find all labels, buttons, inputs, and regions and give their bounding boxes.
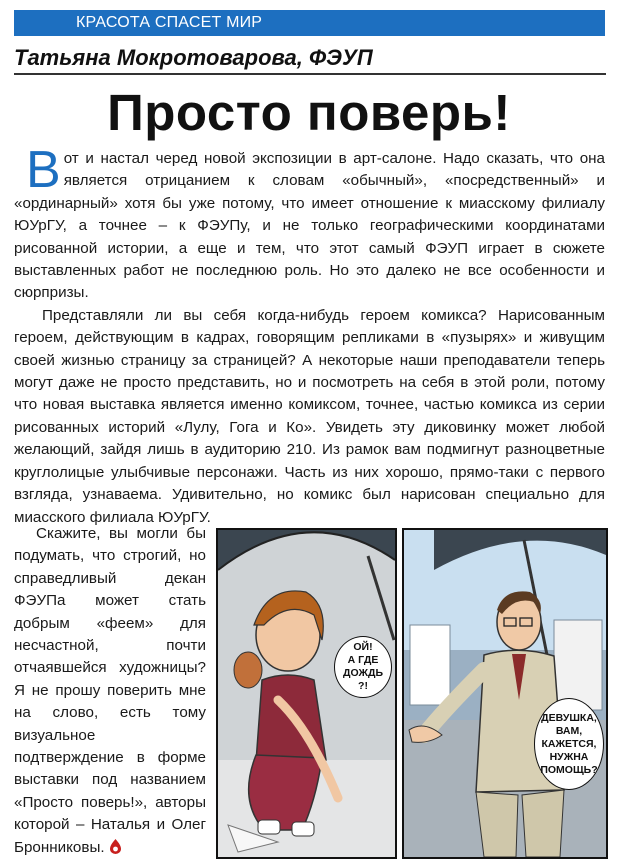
comic-panel-dean-art — [404, 530, 606, 857]
paragraph-3-text: Скажите, вы могли бы подумать, что строгий, но справедливый декан ФЭУПа может стать добрым «феем» для несчастной, почти отчаявшейся художницы? Я не прошу поверить мне на слово, есть тому визуальное подтверждение в форме выставки под названием «Просто поверь!», авторы которой – Наталья и Олег Бронниковы. — [14, 525, 206, 856]
comic-panel-dean — [402, 528, 608, 859]
paragraph-1 — [14, 141, 605, 305]
drop-cap: В — [26, 141, 61, 199]
article-body — [14, 141, 605, 529]
speech-bubble-girl: ОЙ! А ГДЕ ДОЖДЬ ?! — [334, 636, 392, 698]
speech-bubble-dean: ДЕВУШКА, ВАМ, КАЖЕТСЯ, НУЖНА ПОМОЩЬ? — [534, 698, 604, 790]
comic-illustration — [216, 528, 608, 859]
paragraph-1-text: от и настал черед новой экспозиции в арт-салоне. Надо сказать, что она является отрицанием к словам «обычный», «посредственный» и «ординарный» хотя бы уже потому, что имеет отношение к миасскому филиалу ЮУрГУ, а точнее – к ФЭУПу, и не только географическими координатами рисованной истории, а еще и тем, что этот самый ФЭУП играет в сюжете выставленных работ не последнюю роль. Но это далеко не все особенности и сюрпризы. — [14, 150, 605, 302]
section-rubric: КРАСОТА СПАСЕТ МИР — [14, 10, 605, 36]
sidebar-column — [14, 523, 206, 859]
article-headline: Просто поверь! — [107, 84, 511, 141]
paragraph-2: Представляли ли вы себя когда-нибудь героем комикса? Нарисованным героем, действующим в кадрах, говорящим репликами в «пузырях» и живущим своей жизнью страницу за страницей? А некоторые наши преподаватели теперь могут даже не просто представить, но и посмотреть на себя в этой роли, потому что новая выставка является именно комиксом, точнее, частью комикса из серии рисованных историй «Лулу, Гога и Ко». Увидеть эту диковинку может любой желающий, зайдя лишь в аудиторию 210. Из рамок вам подмигнут разноцветные круглолицые улыбчивые персонажи. Часть из них хорошо, прямо-таки с первого взгляда, узнаваема. Удивительно, но комикс был нарисован специально для миасского филиала ЮУрГУ. — [14, 306, 605, 526]
author-line: Татьяна Мокротоварова, ФЭУП — [14, 45, 373, 70]
end-of-article-icon — [109, 838, 122, 854]
paragraph-3 — [14, 523, 206, 859]
comic-panel-girl — [216, 528, 397, 859]
author-divider — [14, 73, 606, 75]
